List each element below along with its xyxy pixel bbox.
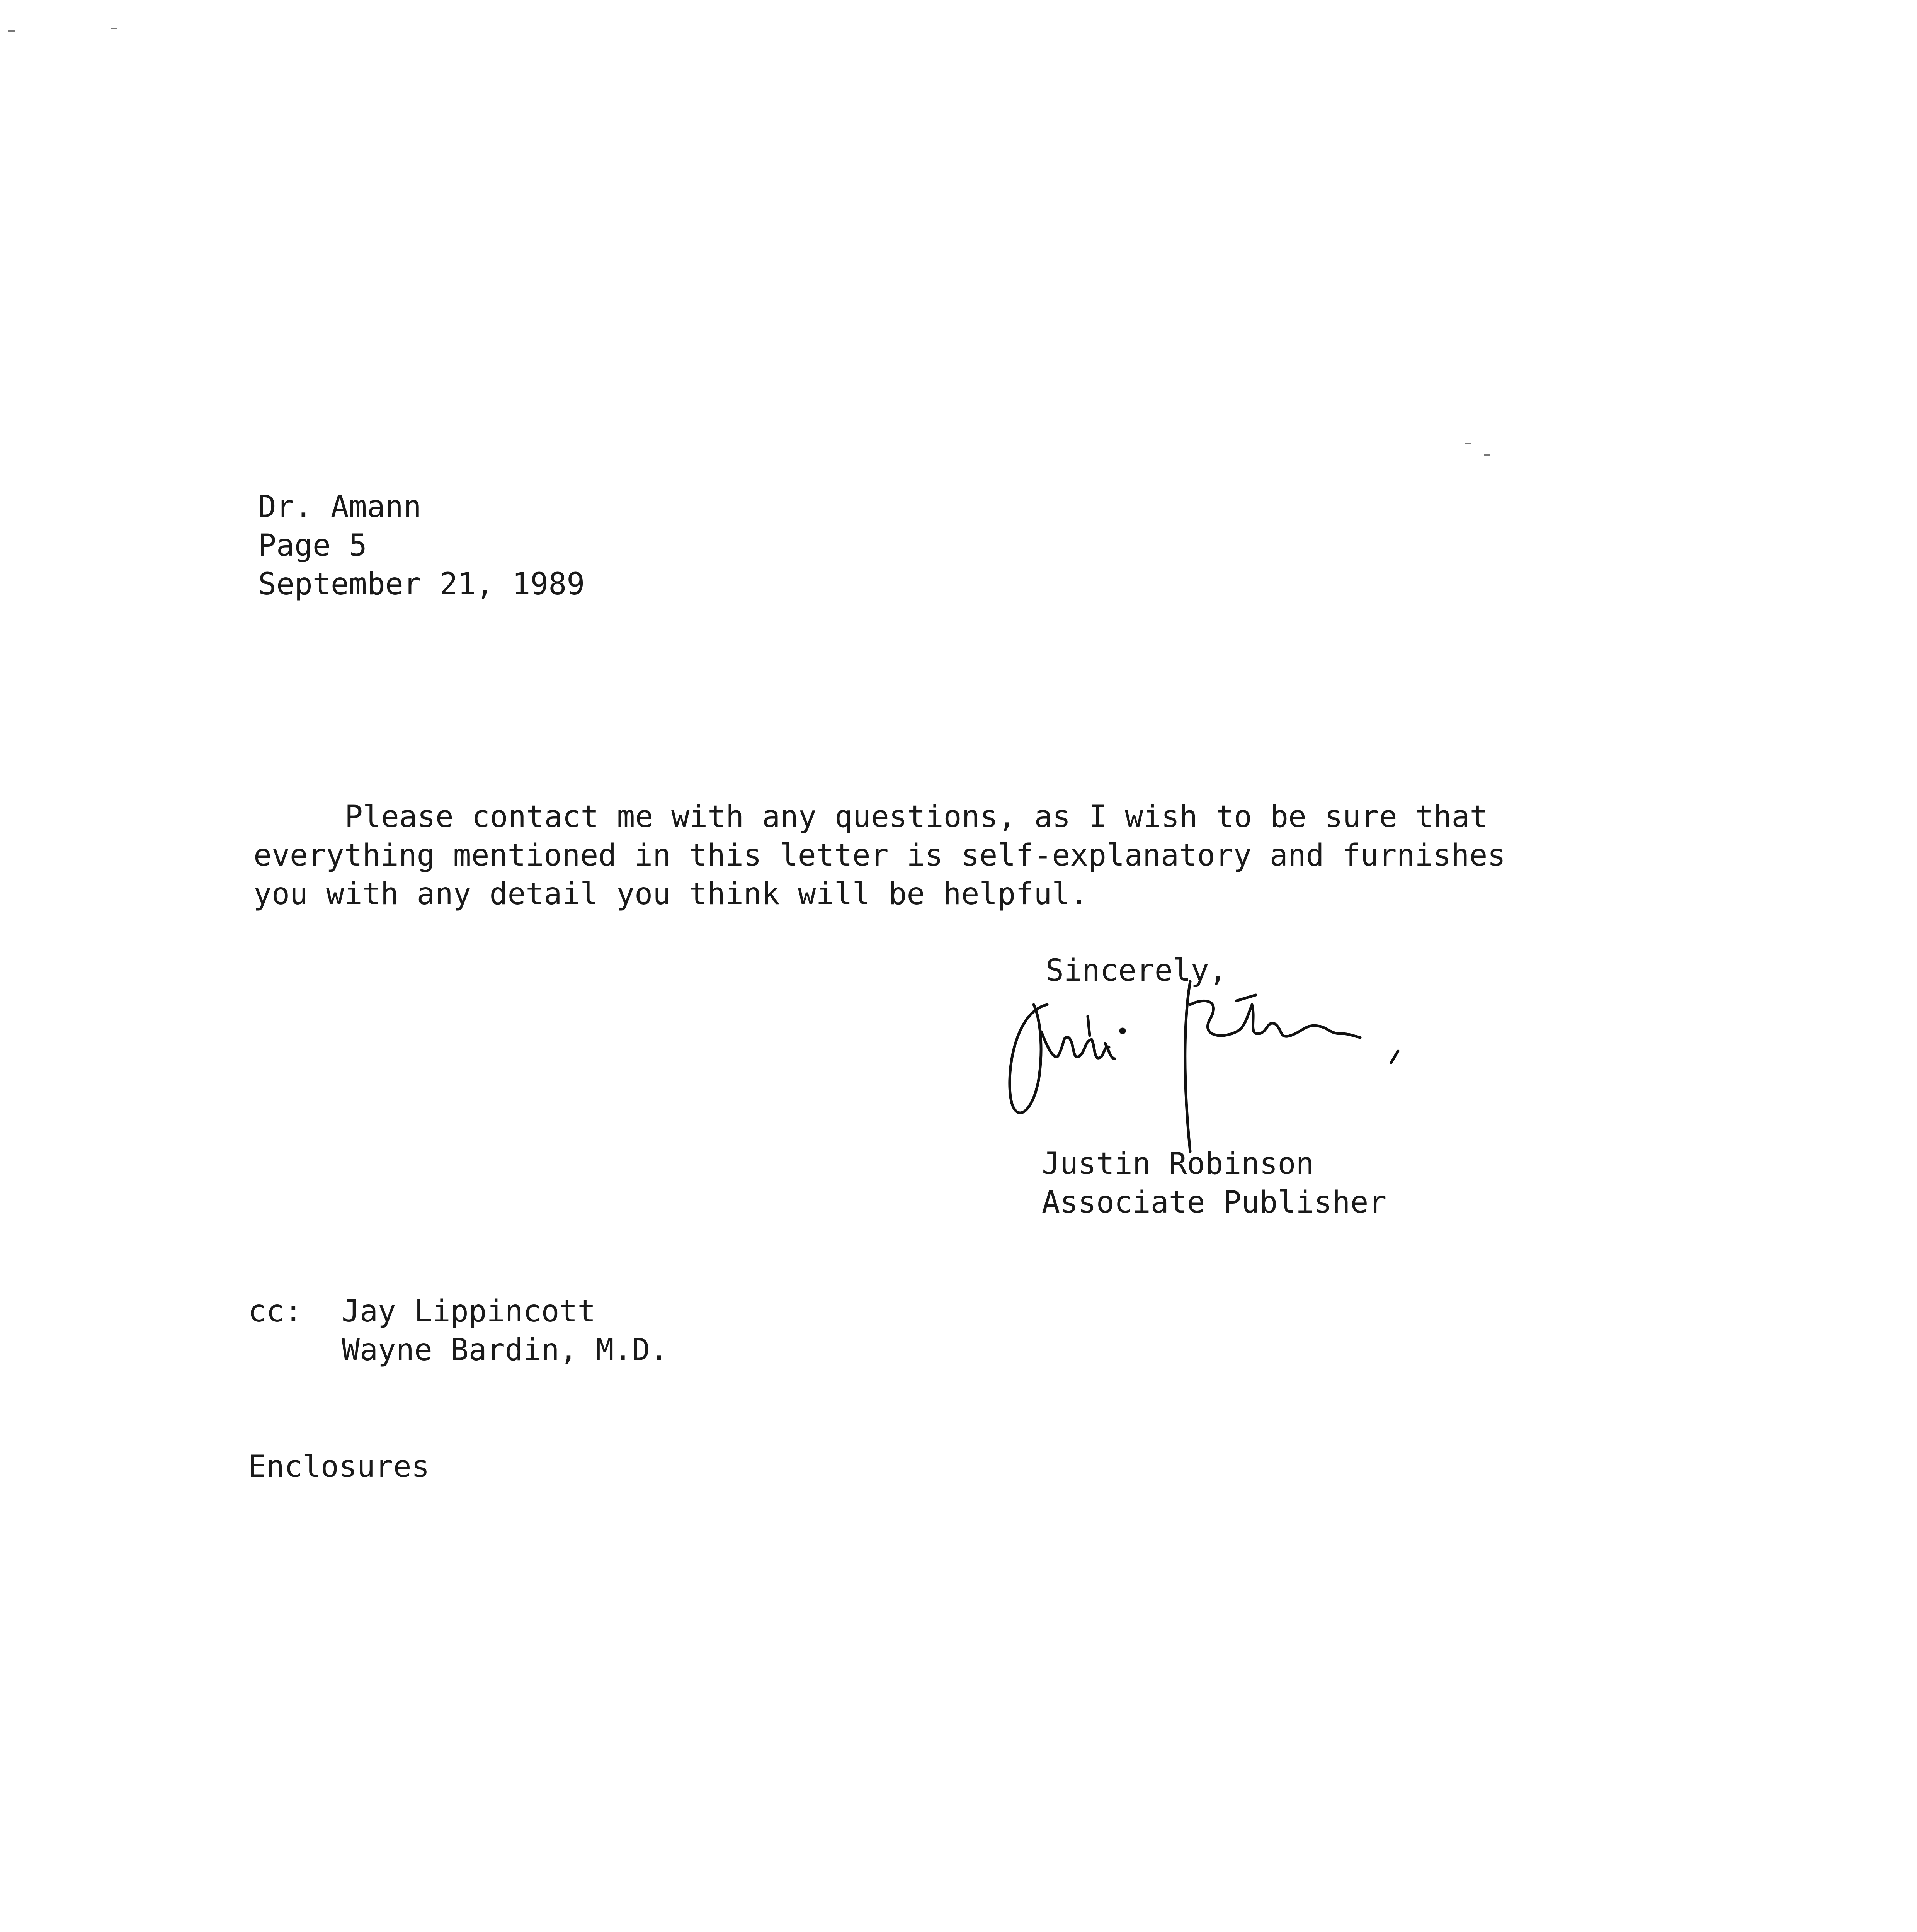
recipient-name: Dr. Amann	[258, 490, 422, 524]
signer-name: Justin Robinson	[1042, 1146, 1314, 1181]
handwritten-signature	[989, 958, 1468, 1159]
cc-label: cc:	[248, 1294, 303, 1329]
body-line: Please contact me with any questions, as I wish to be sure that	[345, 799, 1488, 834]
cc-recipient: Wayne Bardin, M.D.	[342, 1333, 668, 1367]
cc-recipient: Jay Lippincott	[342, 1294, 596, 1329]
letter-date: September 21, 1989	[258, 567, 585, 602]
page-number: Page 5	[258, 528, 367, 563]
scan-speck	[1484, 454, 1490, 456]
scan-speck	[1465, 443, 1471, 444]
scan-speck	[111, 28, 117, 29]
closing-salutation: Sincerely,	[1046, 953, 1227, 988]
enclosures-note: Enclosures	[248, 1449, 430, 1484]
signer-title: Associate Publisher	[1042, 1185, 1387, 1220]
body-line: everything mentioned in this letter is self-explanatory and furnishes	[253, 838, 1506, 873]
scan-speck	[8, 30, 15, 32]
body-line: you with any detail you think will be helpful.	[253, 877, 1089, 912]
